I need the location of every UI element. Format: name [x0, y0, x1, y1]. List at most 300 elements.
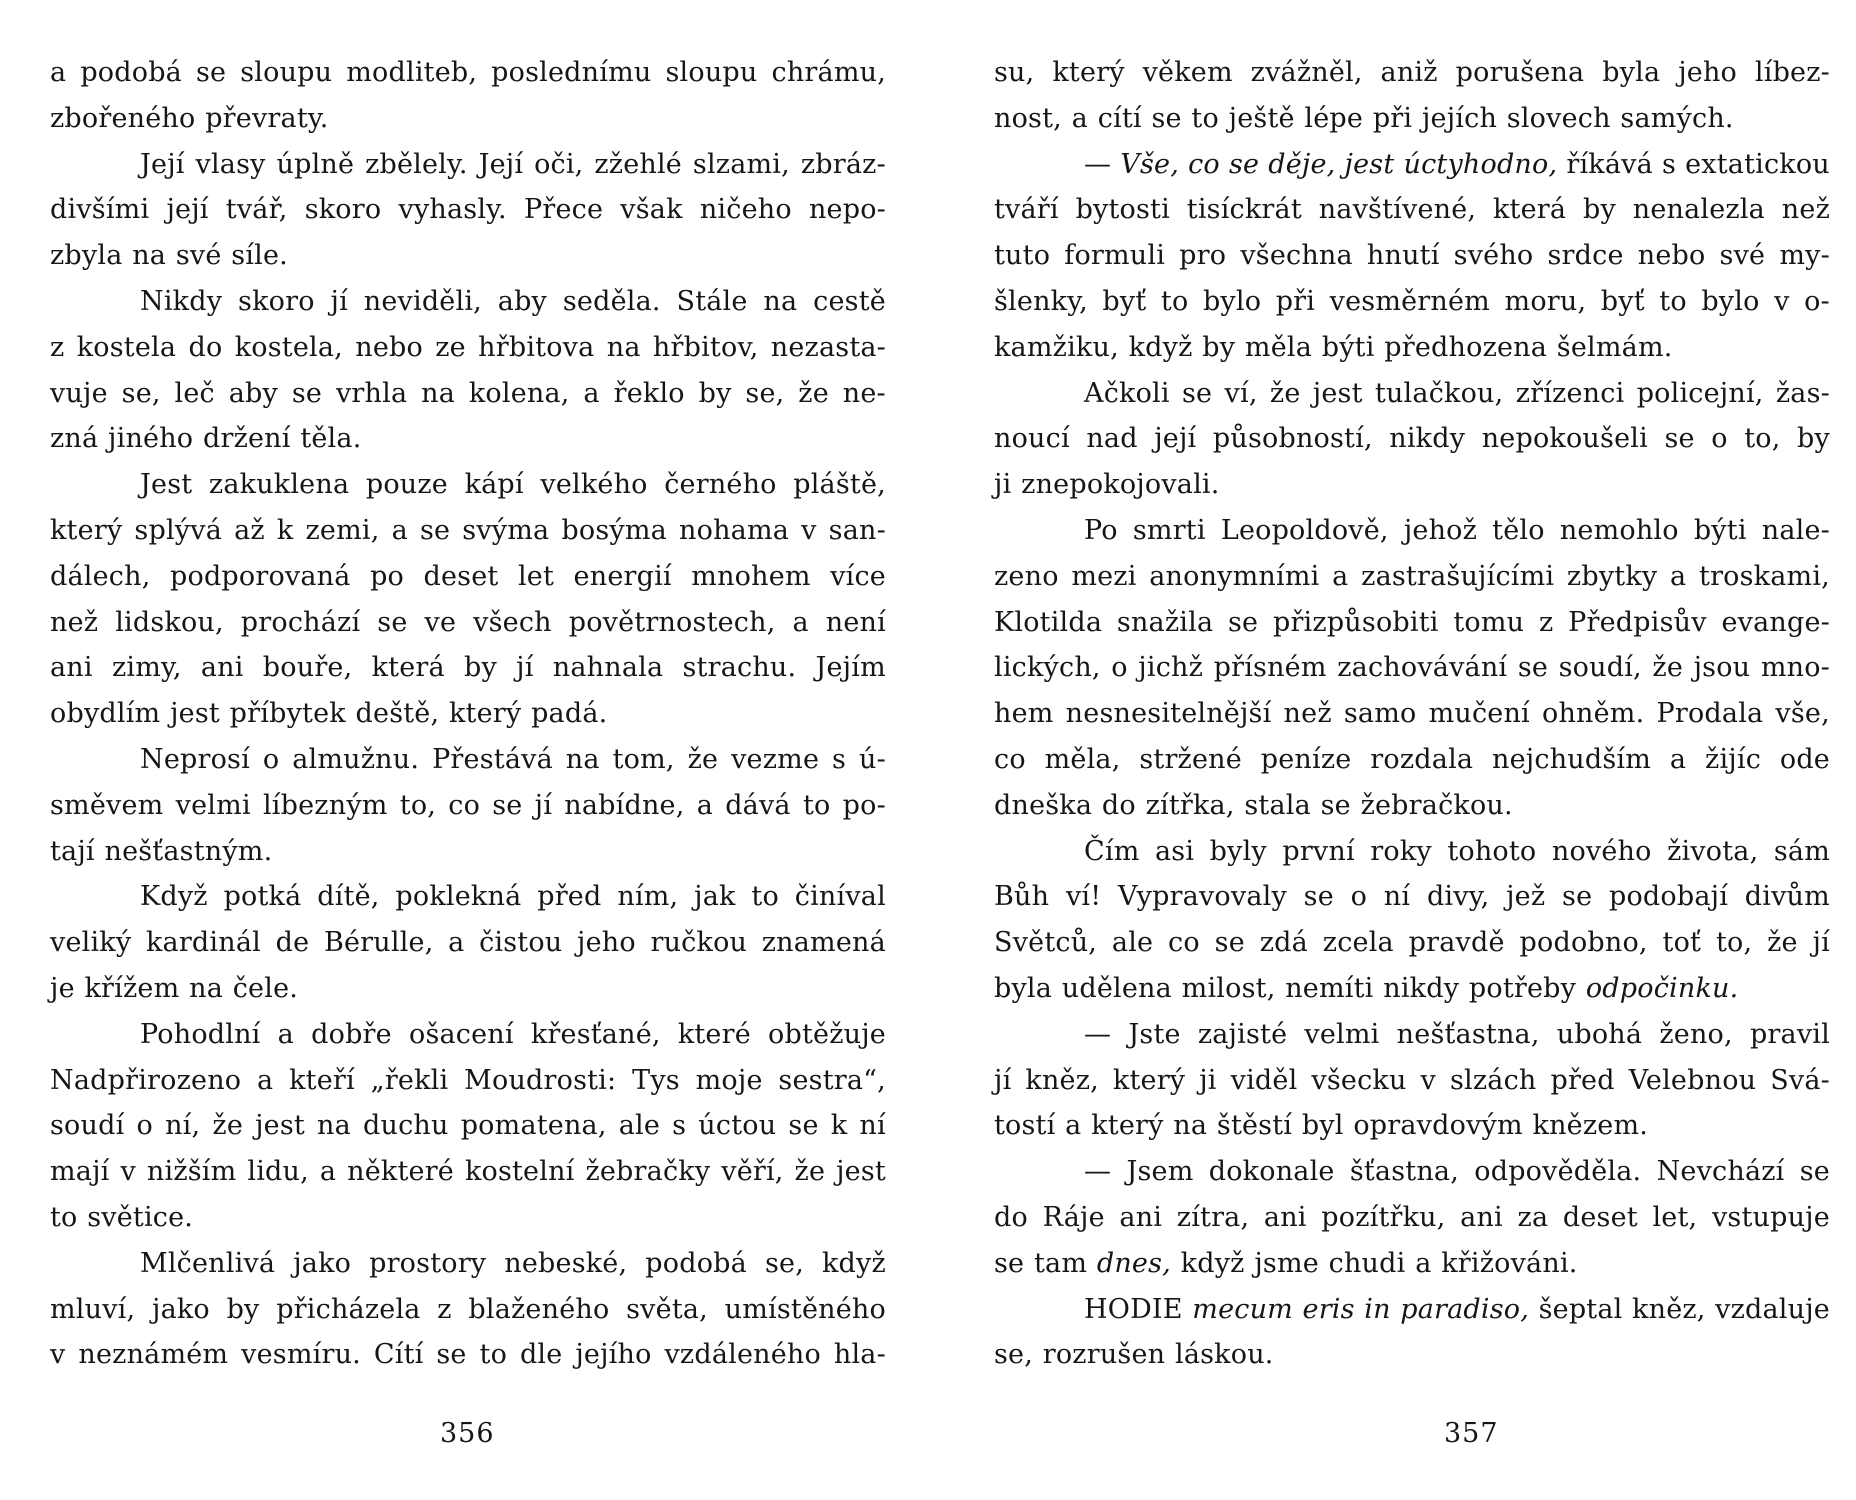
text-line	[50, 1058, 886, 1104]
word: milost,	[1181, 972, 1276, 1004]
text-line	[50, 50, 886, 96]
word: to	[751, 881, 779, 913]
word: dálech,	[50, 560, 151, 592]
word: o	[136, 1110, 153, 1142]
text-line	[50, 1103, 886, 1149]
word: dle	[519, 1339, 563, 1371]
word: nešťastna,	[1396, 1018, 1540, 1050]
word: nebeské,	[504, 1247, 628, 1279]
word: nepokoušeli	[1481, 423, 1648, 455]
word: eris	[1302, 1293, 1355, 1325]
word: deště,	[355, 698, 440, 730]
word: nebo	[1637, 240, 1706, 272]
word: nejchudším	[1492, 743, 1652, 775]
word: veliký	[50, 927, 132, 959]
word: nost,	[994, 102, 1062, 134]
text-line	[50, 645, 886, 691]
word: o	[1711, 423, 1728, 455]
word: anonymními	[1149, 560, 1320, 592]
word: odpočinku.	[1585, 972, 1739, 1004]
text-line	[994, 142, 1830, 188]
text-line	[994, 966, 1830, 1012]
word: byl	[1301, 1110, 1344, 1142]
word: zbořeného	[50, 102, 196, 134]
word: snažila	[1116, 606, 1214, 638]
word: a	[1065, 1110, 1082, 1142]
word: zemi,	[305, 514, 380, 546]
word: Ráje	[1042, 1201, 1105, 1233]
word: nezasta-	[770, 331, 886, 363]
word: po	[370, 560, 405, 592]
word: oči,	[534, 148, 584, 180]
word: samých.	[1620, 102, 1734, 134]
word: světice.	[87, 1201, 194, 1233]
word: nižším	[146, 1156, 237, 1188]
word: poslednímu	[491, 57, 652, 88]
word: kněz,	[1632, 1293, 1706, 1325]
word: kostela,	[234, 331, 343, 363]
word: vyhasly.	[398, 194, 507, 226]
word: který	[1112, 1064, 1186, 1096]
word: mluví,	[50, 1293, 136, 1325]
word: roky	[1370, 835, 1432, 867]
word: ani	[50, 652, 93, 684]
word: který	[448, 698, 522, 730]
word: se,	[745, 377, 785, 409]
word: jest	[836, 1156, 886, 1188]
word: by	[226, 1293, 260, 1325]
word: jejích	[1421, 102, 1498, 134]
word: obydlím	[50, 698, 161, 730]
word: ručkou	[650, 927, 748, 959]
word: bosýma	[561, 514, 667, 546]
word: na	[606, 331, 641, 363]
word: věkem	[1142, 57, 1233, 88]
text-line	[994, 1149, 1830, 1195]
text-line	[50, 371, 886, 417]
text-line	[50, 233, 886, 279]
word: toť	[1662, 927, 1702, 959]
word: se	[419, 514, 451, 546]
word: by	[464, 652, 497, 684]
word: nahnala	[552, 652, 664, 684]
word: zeno	[994, 560, 1059, 592]
word: v	[120, 1156, 136, 1188]
text-line	[50, 600, 886, 646]
word: po-	[842, 789, 886, 821]
word: na	[317, 1110, 351, 1142]
word: hla-	[833, 1339, 886, 1371]
word: slzami,	[692, 148, 790, 180]
word: ním,	[617, 881, 679, 913]
word: se	[1562, 881, 1593, 913]
word: Jste	[1128, 1018, 1181, 1050]
word: a	[1669, 743, 1687, 775]
word: slovech	[1506, 102, 1611, 134]
word: smrti	[1132, 514, 1206, 546]
word: Vypravovaly	[1118, 881, 1287, 913]
word: lidu,	[247, 1156, 309, 1188]
word: to	[1191, 102, 1219, 134]
word: de	[275, 927, 310, 959]
word: su,	[994, 57, 1035, 88]
text-line	[50, 462, 886, 508]
word: nale-	[1761, 514, 1830, 546]
word: sloupu	[665, 57, 758, 88]
word: porušena	[1455, 57, 1585, 88]
text-line	[50, 966, 886, 1012]
word: —	[1084, 1018, 1112, 1050]
word: a	[319, 1156, 337, 1188]
word: nikdy	[1389, 423, 1466, 455]
word: v	[1420, 1064, 1436, 1096]
word: tohoto	[1447, 835, 1537, 867]
word: byly	[1209, 835, 1267, 867]
word: do	[1101, 789, 1136, 821]
word: poklekná	[395, 881, 522, 913]
word: Nadpřirozeno	[50, 1064, 242, 1096]
word: mno-	[1760, 652, 1830, 684]
word: aniž	[1380, 57, 1438, 88]
word: zná	[50, 423, 99, 455]
word: lidskou,	[115, 606, 224, 638]
word: Jejím	[815, 652, 886, 684]
word: zžehlé	[594, 148, 682, 180]
word: kardinál	[145, 927, 261, 959]
word: tisíckrát	[1186, 194, 1302, 226]
word: se	[1228, 148, 1260, 180]
word: skoro	[238, 285, 315, 317]
word: chrámu,	[771, 57, 886, 88]
text-line	[50, 1287, 886, 1333]
word: Mlčenlivá	[140, 1247, 276, 1279]
word: úctou	[698, 1110, 777, 1142]
word: jí	[534, 789, 553, 821]
word: ní	[1383, 881, 1411, 913]
word: se	[195, 57, 227, 88]
word: mají	[50, 1156, 110, 1188]
word: —	[1084, 1156, 1112, 1188]
word: křižováni.	[1441, 1247, 1578, 1279]
word: let	[517, 560, 555, 592]
word: my-	[1779, 240, 1830, 272]
word: a	[1670, 560, 1687, 592]
word: příbytek	[229, 698, 346, 730]
word: že	[212, 1110, 243, 1142]
word: na	[189, 972, 224, 1004]
word: a	[257, 1064, 274, 1096]
word: všecku	[1311, 1064, 1407, 1096]
text-line	[994, 1241, 1830, 1287]
word: pravdě	[1408, 927, 1505, 959]
word: a	[391, 514, 408, 546]
text-line	[50, 96, 886, 142]
word: mezi	[1071, 560, 1137, 592]
word: se	[377, 606, 408, 638]
word: pro	[1179, 240, 1227, 272]
word: kápí	[464, 469, 524, 501]
word: sám	[1773, 835, 1830, 867]
word: že	[798, 377, 829, 409]
word: vlasy	[195, 148, 266, 180]
word: let,	[1652, 1201, 1698, 1233]
word: když	[1180, 1247, 1245, 1279]
word: hřbitova	[478, 331, 595, 363]
word: na	[1173, 1110, 1208, 1142]
word: žebračky	[585, 1156, 711, 1188]
word: pláště,	[793, 469, 886, 501]
word: že	[687, 743, 719, 775]
word: vrhla	[335, 377, 408, 409]
word: deset	[423, 560, 499, 592]
word: stala	[1244, 789, 1311, 821]
text-line	[994, 691, 1830, 737]
word: přísném	[1213, 652, 1327, 684]
word: Čím	[1084, 835, 1140, 867]
word: leč	[174, 377, 215, 409]
word: tostí	[994, 1110, 1056, 1142]
word: dnes,	[1096, 1247, 1171, 1279]
word: líbezným	[262, 789, 388, 821]
word: Jsem	[1126, 1156, 1194, 1188]
word: blaženého	[468, 1293, 610, 1325]
word: hnutí	[1366, 240, 1440, 272]
word: byť	[1102, 285, 1147, 317]
word: k	[830, 1110, 848, 1142]
word: co	[448, 789, 481, 821]
word: Klotilda	[994, 606, 1103, 638]
word: ošacení	[408, 1018, 514, 1050]
word: své	[1719, 240, 1766, 272]
word: šeptal	[1538, 1293, 1623, 1325]
word: Velebnou	[1628, 1064, 1757, 1096]
word: její	[166, 194, 209, 226]
left-page-text	[50, 50, 886, 1378]
text-line	[994, 1012, 1830, 1058]
word: se	[492, 789, 523, 821]
word: více	[830, 560, 886, 592]
word: to	[479, 1339, 508, 1371]
word: almužnu.	[292, 743, 420, 775]
word: nesnesitelnější	[1065, 698, 1272, 730]
word: ví,	[1224, 377, 1258, 409]
word: lépe	[1304, 102, 1364, 134]
word: Nevchází	[1656, 1156, 1785, 1188]
text-line	[994, 462, 1830, 508]
word: zvážněl,	[1250, 57, 1363, 88]
word: svého	[1453, 240, 1534, 272]
word: povětrnostech,	[568, 606, 776, 638]
word: zřízenci	[1515, 377, 1625, 409]
word: rozrušen	[1042, 1339, 1166, 1371]
text-line	[50, 508, 886, 554]
word: ní,	[165, 1110, 201, 1142]
word: Svá-	[1770, 1064, 1830, 1096]
word: do	[994, 1201, 1028, 1233]
text-line	[50, 416, 886, 462]
word: tuto	[994, 240, 1051, 272]
word: aby	[228, 377, 278, 409]
word: Prodala	[1656, 698, 1764, 730]
word: tváří	[994, 194, 1059, 226]
word: bytosti	[1075, 194, 1170, 226]
text-line	[994, 1287, 1830, 1333]
word: jí	[994, 1064, 1012, 1096]
word: býti	[1321, 331, 1375, 363]
word: ze	[435, 331, 466, 363]
word: která	[371, 652, 445, 684]
word: vzdaluje	[1715, 1293, 1830, 1325]
word: podobají	[1608, 881, 1729, 913]
word: zastrašujícími	[1361, 560, 1555, 592]
word: jí	[516, 652, 534, 684]
word: o-	[1804, 285, 1830, 317]
word: jest	[1344, 148, 1395, 180]
word: úplně	[276, 148, 355, 180]
word: přizpůsobiti	[1272, 606, 1439, 638]
word: z	[50, 331, 65, 363]
word: vstupuje	[1711, 1201, 1830, 1233]
word: mnohem	[691, 560, 811, 592]
word: předhozena	[1384, 331, 1548, 363]
word: se	[1151, 102, 1182, 134]
word: policejní,	[1636, 377, 1764, 409]
word: jako	[152, 1293, 210, 1325]
word: býti	[1693, 514, 1747, 546]
word: tulačkou,	[1374, 377, 1504, 409]
text-line	[994, 783, 1830, 829]
left-page-number: 356	[440, 1418, 495, 1449]
word: který	[1052, 57, 1125, 88]
word: v	[1774, 285, 1790, 317]
word: a	[1332, 560, 1349, 592]
word: o	[1111, 652, 1128, 684]
text-line	[994, 1058, 1830, 1104]
word: zimy,	[111, 652, 182, 684]
word: činíval	[794, 881, 886, 913]
text-line	[994, 371, 1830, 417]
word: odpověděla.	[1474, 1156, 1642, 1188]
word: ani	[1263, 1201, 1307, 1233]
word: ve	[424, 606, 457, 638]
word: se	[436, 1339, 467, 1371]
word: jehož	[1403, 514, 1478, 546]
word: nemohlo	[1559, 514, 1679, 546]
word: zdá	[1259, 927, 1308, 959]
word: cítí	[1097, 102, 1142, 134]
word: Přece	[523, 194, 604, 226]
word: o	[262, 743, 280, 775]
word: tají	[50, 835, 95, 867]
word: dokonale	[1208, 1156, 1335, 1188]
word: při	[1372, 102, 1413, 134]
text-line	[50, 829, 886, 875]
text-line	[50, 1195, 886, 1241]
word: to	[1659, 285, 1687, 317]
word: ještě	[1228, 102, 1295, 134]
text-line	[994, 874, 1830, 920]
text-line	[994, 325, 1830, 371]
word: byť	[1600, 285, 1645, 317]
word: slzách	[1449, 1064, 1537, 1096]
word: potká	[223, 881, 302, 913]
word: zítra,	[1176, 1201, 1250, 1233]
word: podporovaná	[170, 560, 351, 592]
word: —	[1084, 148, 1112, 180]
word: se	[1320, 789, 1351, 821]
text-line	[50, 874, 886, 920]
word: navštívené,	[1318, 194, 1477, 226]
word: Přestává	[432, 743, 553, 775]
word: velkého	[540, 469, 648, 501]
word: tomu	[1453, 606, 1525, 638]
word: byla	[1602, 57, 1661, 88]
word: Cítí	[373, 1339, 424, 1371]
word: jako	[293, 1247, 352, 1279]
word: za	[1517, 1201, 1549, 1233]
word: se	[1227, 606, 1259, 638]
word: by	[698, 377, 732, 409]
word: Ačkoli	[1084, 377, 1170, 409]
word: jest	[1312, 377, 1363, 409]
word: Tys	[632, 1064, 680, 1096]
word: Předpisův	[1568, 606, 1707, 638]
text-line	[50, 1012, 886, 1058]
word: Moudrosti:	[464, 1064, 617, 1096]
word: směvem	[50, 789, 164, 821]
word: podobá	[80, 57, 182, 88]
word: se,	[994, 1339, 1034, 1371]
word: ú-	[859, 743, 886, 775]
word: kteří	[289, 1064, 355, 1096]
word: jiného	[108, 423, 194, 455]
word: se	[1214, 927, 1245, 959]
word: věří,	[721, 1156, 784, 1188]
word: ohněm.	[1541, 698, 1645, 730]
word: jsou	[1693, 652, 1751, 684]
word: Bůh	[994, 881, 1050, 913]
word: z	[437, 1293, 452, 1325]
word: z	[1538, 606, 1554, 638]
word: nešťastným.	[104, 835, 273, 867]
word: vzdáleného	[664, 1339, 821, 1371]
word: čistou	[479, 927, 563, 959]
word: se	[291, 377, 323, 409]
word: divům	[1744, 881, 1830, 913]
word: vuje	[50, 377, 108, 409]
word: umístěného	[724, 1293, 886, 1325]
word: paradiso,	[1400, 1293, 1530, 1325]
word: to,	[1715, 927, 1753, 959]
word: a	[277, 1018, 294, 1050]
word: nemíti	[1285, 972, 1374, 1004]
word: Její	[140, 148, 185, 180]
word: šelmám.	[1556, 331, 1673, 363]
word: jeho	[1678, 57, 1738, 88]
word: mučení	[1428, 698, 1530, 730]
word: podobno,	[1519, 927, 1648, 959]
word: opravdovým	[1353, 1110, 1523, 1142]
word: dobře	[311, 1018, 392, 1050]
word: ji	[1199, 1064, 1217, 1096]
word: přicházela	[276, 1293, 421, 1325]
word: nenalezla	[1632, 194, 1765, 226]
word: pomatena,	[460, 1110, 607, 1142]
word: hřbitov,	[652, 331, 759, 363]
word: dneška	[994, 789, 1093, 821]
word: nabídne,	[564, 789, 685, 821]
word: ani	[1119, 1201, 1163, 1233]
